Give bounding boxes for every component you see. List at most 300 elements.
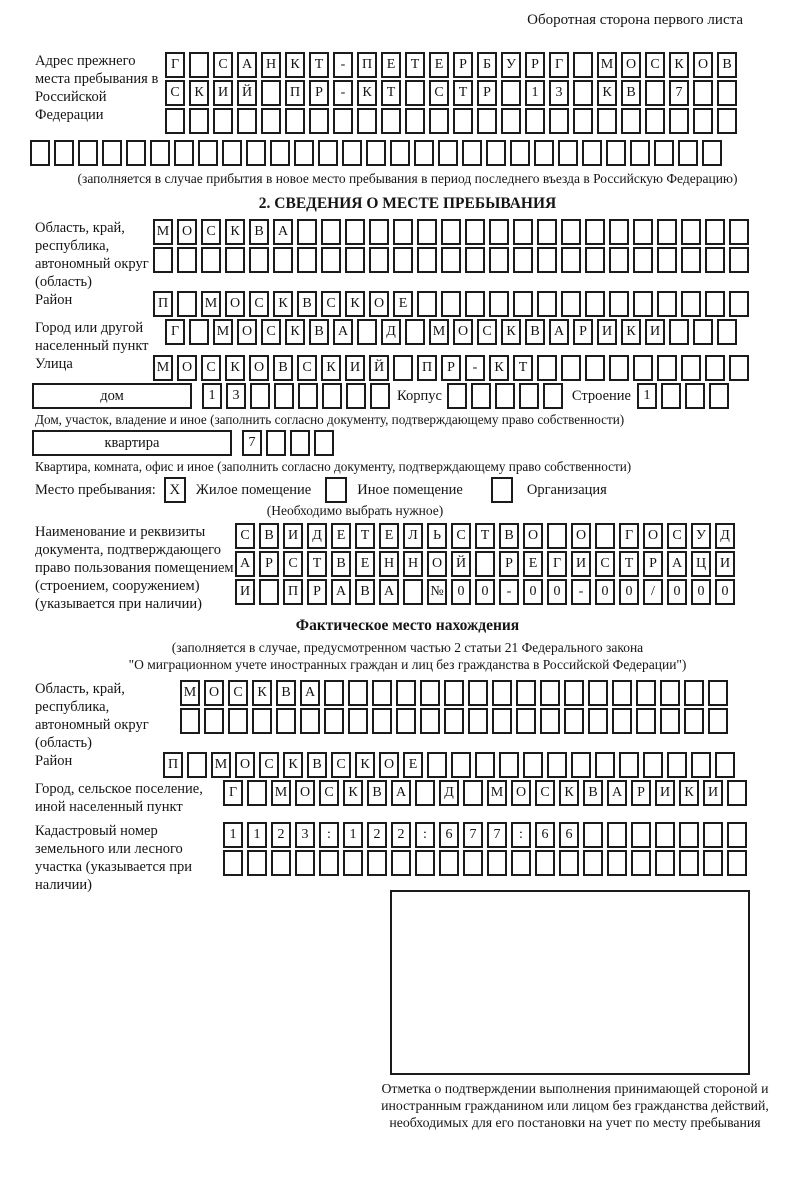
char-cell: 7 <box>242 430 262 456</box>
char-cell <box>247 850 267 876</box>
prev-address-field <box>35 52 780 134</box>
char-cell <box>295 850 315 876</box>
apartment-row <box>32 430 780 456</box>
char-cell: 1 <box>247 822 267 848</box>
char-cell <box>492 680 512 706</box>
char-cell: А <box>391 780 411 806</box>
char-cell: И <box>213 80 233 106</box>
char-cell <box>102 140 122 166</box>
char-cell <box>583 850 603 876</box>
char-cell <box>417 247 437 273</box>
char-cell <box>403 579 423 605</box>
char-cell <box>729 355 749 381</box>
char-cell: М <box>429 319 449 345</box>
raion-field <box>35 291 780 317</box>
char-cell: 7 <box>463 822 483 848</box>
char-cell: Д <box>381 319 401 345</box>
char-cell <box>549 108 569 134</box>
char-cell <box>324 708 344 734</box>
char-cell <box>588 680 608 706</box>
char-cell: С <box>228 680 248 706</box>
stroenie-label: Строение <box>571 387 631 404</box>
char-cell: Т <box>513 355 533 381</box>
char-cell <box>693 108 713 134</box>
char-cell: 3 <box>549 80 569 106</box>
char-cell <box>463 780 483 806</box>
char-cell: Г <box>165 52 185 78</box>
char-cell: О <box>177 219 197 245</box>
char-cell <box>126 140 146 166</box>
char-cell <box>322 383 342 409</box>
gorod2-label: Город, сельское поселение, иной населенный пункт <box>35 781 203 815</box>
raion2-label: Район <box>35 753 73 769</box>
char-cell: О <box>237 319 257 345</box>
char-cell: 1 <box>637 383 657 409</box>
inoe-checkbox <box>325 477 347 503</box>
char-cell: 0 <box>547 579 567 605</box>
char-cell: 6 <box>439 822 459 848</box>
char-cell <box>187 752 207 778</box>
char-cell <box>606 140 626 166</box>
char-cell <box>438 140 458 166</box>
char-cell: С <box>321 291 341 317</box>
char-cell <box>631 822 651 848</box>
char-cell <box>180 708 200 734</box>
char-cell: Е <box>393 291 413 317</box>
char-cell: В <box>525 319 545 345</box>
char-cell <box>513 219 533 245</box>
actual-location-title: Фактическое место нахождения <box>295 617 520 634</box>
char-cell <box>537 219 557 245</box>
document-row-2 <box>235 551 735 577</box>
char-cell: 1 <box>202 383 222 409</box>
organizaciya-label: Организация <box>526 481 607 498</box>
char-cell <box>537 291 557 317</box>
gorod-row <box>165 319 737 345</box>
char-cell <box>439 850 459 876</box>
char-cell <box>561 219 581 245</box>
char-cell: В <box>331 551 351 577</box>
char-cell <box>489 247 509 273</box>
char-cell <box>333 108 353 134</box>
char-cell <box>561 355 581 381</box>
char-cell <box>475 551 495 577</box>
char-cell <box>645 80 665 106</box>
char-cell: О <box>693 52 713 78</box>
char-cell: К <box>273 291 293 317</box>
char-cell <box>609 291 629 317</box>
char-cell <box>717 108 737 134</box>
char-cell: К <box>357 80 377 106</box>
kadastr-row-2 <box>223 850 747 876</box>
char-cell <box>271 850 291 876</box>
char-cell: М <box>180 680 200 706</box>
char-cell <box>30 140 50 166</box>
char-cell: И <box>235 579 255 605</box>
char-cell <box>259 579 279 605</box>
char-cell: В <box>307 752 327 778</box>
char-cell <box>441 219 461 245</box>
char-cell: К <box>345 291 365 317</box>
char-cell <box>543 383 563 409</box>
raion2-field <box>35 752 780 778</box>
kvartira-cells <box>242 430 334 456</box>
char-cell: М <box>487 780 507 806</box>
char-cell <box>405 108 425 134</box>
stamp-box <box>390 890 750 1075</box>
char-cell <box>396 708 416 734</box>
stroenie-cells <box>637 383 729 409</box>
char-cell <box>420 680 440 706</box>
char-cell <box>266 430 286 456</box>
char-cell: К <box>283 752 303 778</box>
prev-address-label: Адрес прежнего места пребывания в Российской Федерации <box>35 53 159 123</box>
char-cell <box>693 319 713 345</box>
char-cell <box>495 383 515 409</box>
house-caption: Дом, участок, владение и иное (заполнить согласно документу, подтверждающему право собственности) <box>35 412 625 427</box>
dom-box: дом <box>32 383 192 409</box>
char-cell <box>346 383 366 409</box>
char-cell: Р <box>477 80 497 106</box>
gorod-field <box>35 319 780 355</box>
actual-location-note-2: "О миграционном учете иностранных граждан и лиц без гражданства в Российской Федерации") <box>128 657 687 672</box>
char-cell <box>582 140 602 166</box>
char-cell <box>369 247 389 273</box>
char-cell <box>597 108 617 134</box>
char-cell: : <box>511 822 531 848</box>
char-cell: К <box>225 355 245 381</box>
char-cell <box>657 219 677 245</box>
char-cell <box>558 140 578 166</box>
char-cell <box>441 291 461 317</box>
char-cell: И <box>655 780 675 806</box>
char-cell: П <box>283 579 303 605</box>
char-cell: 6 <box>559 822 579 848</box>
char-cell: А <box>379 579 399 605</box>
char-cell <box>513 291 533 317</box>
char-cell <box>609 219 629 245</box>
char-cell <box>228 708 248 734</box>
char-cell <box>486 140 506 166</box>
char-cell <box>261 108 281 134</box>
char-cell <box>643 752 663 778</box>
char-cell: А <box>331 579 351 605</box>
char-cell <box>621 108 641 134</box>
char-cell <box>691 752 711 778</box>
char-cell <box>342 140 362 166</box>
char-cell <box>321 247 341 273</box>
oblast2-label: Область, край, республика, автономный округ (область) <box>35 681 149 751</box>
char-cell <box>561 247 581 273</box>
char-cell <box>501 80 521 106</box>
char-cell: К <box>355 752 375 778</box>
char-cell <box>441 247 461 273</box>
char-cell <box>669 319 689 345</box>
char-cell: С <box>201 355 221 381</box>
char-cell <box>319 850 339 876</box>
char-cell <box>189 52 209 78</box>
char-cell: 7 <box>669 80 689 106</box>
char-cell: С <box>477 319 497 345</box>
char-cell <box>294 140 314 166</box>
char-cell: В <box>499 523 519 549</box>
char-cell: 0 <box>451 579 471 605</box>
char-cell <box>290 430 310 456</box>
char-cell: Й <box>451 551 471 577</box>
kadastr-field <box>35 822 780 893</box>
char-cell <box>727 822 747 848</box>
char-cell: П <box>357 52 377 78</box>
char-cell: 0 <box>475 579 495 605</box>
char-cell <box>564 708 584 734</box>
char-cell: К <box>189 80 209 106</box>
char-cell: Г <box>619 523 639 549</box>
char-cell <box>444 680 464 706</box>
char-cell: С <box>201 219 221 245</box>
char-cell <box>78 140 98 166</box>
char-cell <box>573 80 593 106</box>
char-cell <box>609 247 629 273</box>
char-cell <box>534 140 554 166</box>
char-cell: 1 <box>223 822 243 848</box>
dom-cells <box>202 383 390 409</box>
char-cell <box>630 140 650 166</box>
char-cell: Л <box>403 523 423 549</box>
char-cell: С <box>535 780 555 806</box>
char-cell <box>298 383 318 409</box>
char-cell <box>703 850 723 876</box>
char-cell <box>564 680 584 706</box>
char-cell <box>370 383 390 409</box>
char-cell <box>201 247 221 273</box>
char-cell: 1 <box>525 80 545 106</box>
oblast2-row-2 <box>180 708 728 734</box>
char-cell <box>571 752 591 778</box>
char-cell <box>427 752 447 778</box>
char-cell: У <box>501 52 521 78</box>
section2-title: 2. СВЕДЕНИЯ О МЕСТЕ ПРЕБЫВАНИЯ <box>258 195 557 212</box>
char-cell: П <box>417 355 437 381</box>
char-cell: Н <box>403 551 423 577</box>
char-cell <box>348 680 368 706</box>
char-cell: К <box>669 52 689 78</box>
char-cell: Г <box>223 780 243 806</box>
char-cell: : <box>415 822 435 848</box>
char-cell: В <box>259 523 279 549</box>
raion-label: Район <box>35 292 73 308</box>
char-cell: И <box>645 319 665 345</box>
char-cell: К <box>559 780 579 806</box>
char-cell: О <box>295 780 315 806</box>
char-cell <box>415 780 435 806</box>
char-cell <box>417 219 437 245</box>
char-cell <box>607 850 627 876</box>
char-cell: К <box>285 319 305 345</box>
stamp-caption: Отметка о подтверждении выполнения принимающей стороной и иностранным гражданином или лицом без гражданства действий, необходимых для его постановки на учет по месту пребывания <box>381 1081 769 1130</box>
char-cell <box>415 850 435 876</box>
char-cell: О <box>571 523 591 549</box>
char-cell: А <box>273 219 293 245</box>
char-cell: С <box>297 355 317 381</box>
char-cell <box>540 708 560 734</box>
char-cell <box>681 291 701 317</box>
char-cell: 1 <box>343 822 363 848</box>
char-cell: О <box>523 523 543 549</box>
char-cell <box>487 850 507 876</box>
char-cell <box>669 108 689 134</box>
char-cell: 2 <box>271 822 291 848</box>
char-cell <box>276 708 296 734</box>
char-cell <box>372 708 392 734</box>
char-cell: М <box>597 52 617 78</box>
char-cell: Т <box>309 52 329 78</box>
char-cell: Д <box>307 523 327 549</box>
char-cell <box>655 822 675 848</box>
char-cell: А <box>667 551 687 577</box>
char-cell: И <box>703 780 723 806</box>
char-cell <box>667 752 687 778</box>
char-cell <box>357 319 377 345</box>
char-cell: О <box>249 355 269 381</box>
char-cell: В <box>583 780 603 806</box>
prev-address-row-3 <box>165 108 737 134</box>
char-cell: О <box>235 752 255 778</box>
char-cell: 2 <box>367 822 387 848</box>
ulitsa-field <box>35 355 780 381</box>
char-cell <box>585 247 605 273</box>
char-cell: Р <box>499 551 519 577</box>
char-cell <box>477 108 497 134</box>
char-cell <box>177 247 197 273</box>
char-cell: - <box>499 579 519 605</box>
char-cell <box>297 219 317 245</box>
char-cell <box>177 291 197 317</box>
char-cell <box>636 708 656 734</box>
char-cell <box>705 247 725 273</box>
char-cell <box>729 291 749 317</box>
char-cell: У <box>691 523 711 549</box>
char-cell <box>684 708 704 734</box>
char-cell <box>681 219 701 245</box>
char-cell <box>559 850 579 876</box>
char-cell <box>393 355 413 381</box>
char-cell <box>585 219 605 245</box>
char-cell: В <box>297 291 317 317</box>
char-cell <box>390 140 410 166</box>
char-cell <box>633 219 653 245</box>
char-cell: К <box>252 680 272 706</box>
char-cell: К <box>489 355 509 381</box>
char-cell: Е <box>403 752 423 778</box>
char-cell <box>636 680 656 706</box>
char-cell <box>153 247 173 273</box>
char-cell <box>369 219 389 245</box>
char-cell <box>715 752 735 778</box>
char-cell <box>511 850 531 876</box>
char-cell <box>516 708 536 734</box>
document-field <box>35 523 780 613</box>
char-cell: И <box>283 523 303 549</box>
char-cell <box>547 752 567 778</box>
char-cell <box>489 219 509 245</box>
char-cell: Е <box>355 551 375 577</box>
char-cell: Р <box>441 355 461 381</box>
char-cell <box>519 383 539 409</box>
char-cell <box>405 80 425 106</box>
char-cell: Т <box>355 523 375 549</box>
char-cell <box>250 383 270 409</box>
char-cell: И <box>571 551 591 577</box>
actual-location-note-1: (заполняется в случае, предусмотренном частью 2 статьи 21 Федерального закона <box>171 640 644 655</box>
char-cell <box>396 680 416 706</box>
char-cell <box>417 291 437 317</box>
char-cell: В <box>249 219 269 245</box>
char-cell <box>225 247 245 273</box>
char-cell <box>414 140 434 166</box>
char-cell <box>679 850 699 876</box>
kadastr-row-1 <box>223 822 747 848</box>
char-cell: 3 <box>295 822 315 848</box>
char-cell <box>537 355 557 381</box>
char-cell <box>633 291 653 317</box>
char-cell: О <box>511 780 531 806</box>
char-cell <box>708 680 728 706</box>
char-cell <box>249 247 269 273</box>
char-cell: Р <box>307 579 327 605</box>
char-cell <box>318 140 338 166</box>
char-cell <box>585 355 605 381</box>
char-cell: С <box>259 752 279 778</box>
char-cell <box>274 383 294 409</box>
char-cell: 0 <box>715 579 735 605</box>
char-cell <box>510 140 530 166</box>
char-cell <box>657 247 677 273</box>
kvartira-box: квартира <box>32 430 232 456</box>
gorod2-field <box>35 780 780 816</box>
char-cell: К <box>343 780 363 806</box>
char-cell: 0 <box>619 579 639 605</box>
char-cell <box>681 247 701 273</box>
char-cell <box>705 219 725 245</box>
char-cell <box>595 523 615 549</box>
oblast2-field <box>35 680 780 752</box>
char-cell <box>462 140 482 166</box>
char-cell <box>420 708 440 734</box>
char-cell: М <box>211 752 231 778</box>
char-cell: М <box>153 355 173 381</box>
char-cell <box>513 247 533 273</box>
char-cell: Е <box>429 52 449 78</box>
char-cell: 3 <box>226 383 246 409</box>
char-cell <box>405 319 425 345</box>
char-cell <box>705 355 725 381</box>
char-cell: А <box>235 551 255 577</box>
char-cell <box>633 247 653 273</box>
char-cell <box>475 752 495 778</box>
char-cell <box>583 822 603 848</box>
char-cell <box>366 140 386 166</box>
char-cell: Г <box>549 52 569 78</box>
document-row-1 <box>235 523 735 549</box>
char-cell: Р <box>309 80 329 106</box>
char-cell <box>573 108 593 134</box>
char-cell <box>717 80 737 106</box>
char-cell <box>372 680 392 706</box>
char-cell <box>729 247 749 273</box>
char-cell <box>393 219 413 245</box>
char-cell <box>657 355 677 381</box>
char-cell: В <box>367 780 387 806</box>
